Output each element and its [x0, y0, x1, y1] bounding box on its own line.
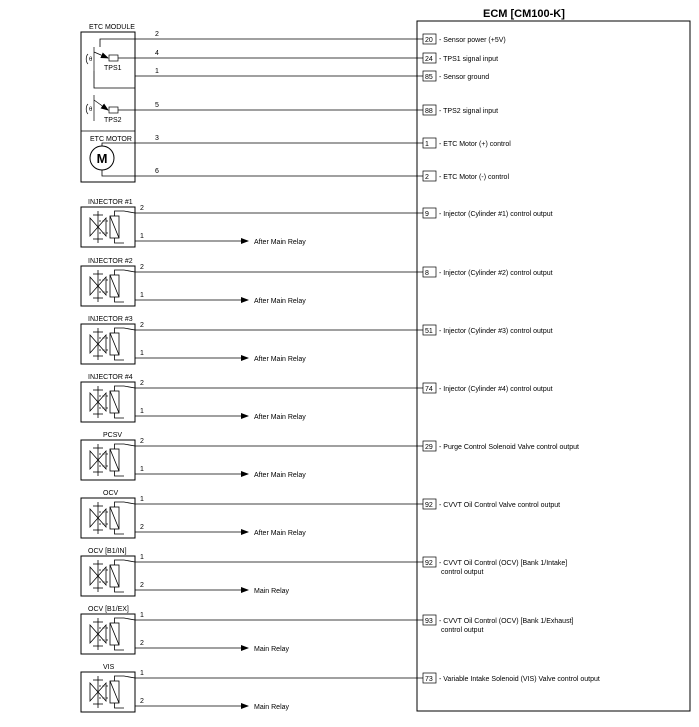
ecm-pin — [423, 105, 436, 115]
ecm-pin-number: 20 — [425, 37, 433, 44]
etc-pin-label: 3 — [155, 135, 159, 142]
etc-pin-label: 2 — [155, 31, 159, 38]
actuator-ecm-pin-label: 2 — [140, 380, 144, 387]
ecm-pin-number: 2 — [425, 174, 429, 181]
actuator-power-pin-label: 1 — [140, 466, 144, 473]
actuator-power-pin-label: 2 — [140, 640, 144, 647]
tps1-label: TPS1 — [104, 65, 122, 72]
ecm-pin-description: - CVVT Oil Control (OCV) [Bank 1/Exhaust] — [439, 618, 574, 625]
ecm-pin — [423, 325, 436, 335]
actuator-ecm-pin-label: 1 — [140, 612, 144, 619]
actuator-label: PCSV — [103, 432, 123, 439]
power-source-label: Main Relay — [254, 704, 290, 711]
ecm-pin-description: - TPS2 signal input — [439, 108, 499, 115]
ecm-pin — [423, 557, 436, 567]
ecm-pin-number: 24 — [425, 56, 433, 63]
etc-pin-label: 1 — [155, 68, 159, 75]
ecm-pin-number: 93 — [425, 618, 433, 625]
power-source-label: After Main Relay — [254, 472, 306, 479]
actuator-power-pin-label: 1 — [140, 292, 144, 299]
actuator-ecm-pin-label: 2 — [140, 322, 144, 329]
ecm-pin-description-line2: control output — [441, 569, 484, 576]
svg-text:M: M — [96, 151, 108, 166]
ecm-pin-number: 88 — [425, 108, 433, 115]
actuator-power-pin-label: 2 — [140, 524, 144, 531]
actuator-label: VIS — [103, 664, 115, 671]
ecm-pin — [423, 673, 436, 683]
actuator-box — [81, 324, 135, 364]
actuator-label: INJECTOR #1 — [88, 199, 133, 206]
ecm-pin-description: - ETC Motor (+) control — [439, 141, 511, 148]
actuator-ecm-pin-label: 1 — [140, 554, 144, 561]
actuator-label: OCV [B1/IN] — [88, 548, 127, 555]
actuator-box — [81, 382, 135, 422]
actuator-box — [81, 440, 135, 480]
ecm-pin — [423, 208, 436, 218]
etc-module-label: ETC MODULE — [89, 24, 135, 31]
actuator-ecm-pin-label: 2 — [140, 205, 144, 212]
power-source-label: After Main Relay — [254, 239, 306, 246]
actuator-power-pin-label: 1 — [140, 408, 144, 415]
actuator-box — [81, 614, 135, 654]
actuator-box — [81, 498, 135, 538]
ecm-pin-description-line2: control output — [441, 627, 484, 634]
ecm-pin — [423, 34, 436, 44]
actuator-label: INJECTOR #2 — [88, 258, 133, 265]
ecm-pin-description: - CVVT Oil Control (OCV) [Bank 1/Intake] — [439, 560, 568, 567]
actuator-power-pin-label: 2 — [140, 698, 144, 705]
ecm-pin-description: - Injector (Cylinder #2) control output — [439, 270, 553, 277]
ecm-pin-number: 51 — [425, 328, 433, 335]
svg-text:θ: θ — [89, 57, 93, 63]
ecm-box — [417, 21, 690, 711]
ecm-pin — [423, 499, 436, 509]
power-source-label: Main Relay — [254, 646, 290, 653]
power-source-label: After Main Relay — [254, 414, 306, 421]
actuator-box — [81, 266, 135, 306]
etc-motor-icon — [90, 146, 114, 170]
actuator-ecm-pin-label: 1 — [140, 670, 144, 677]
ecm-pin-number: 85 — [425, 74, 433, 81]
ecm-pin-number: 9 — [425, 211, 429, 218]
actuator-power-pin-label: 2 — [140, 582, 144, 589]
ecm-pin-description: - Sensor power (+5V) — [439, 37, 506, 44]
ecm-pin — [423, 138, 436, 148]
actuator-label: INJECTOR #4 — [88, 374, 133, 381]
ecm-pin-description: - Purge Control Solenoid Valve control output — [439, 444, 579, 451]
ecm-pin-description: - Sensor ground — [439, 74, 490, 81]
ecm-pin — [423, 71, 436, 81]
ecm-pin-description: - ETC Motor (-) control — [439, 174, 510, 181]
power-source-label: Main Relay — [254, 588, 290, 595]
etc-pin-label: 6 — [155, 168, 159, 175]
ecm-pin — [423, 171, 436, 181]
ecm-pin-description: - Variable Intake Solenoid (VIS) Valve control output — [439, 676, 600, 683]
actuator-label: OCV [B1/EX] — [88, 606, 129, 613]
ecm-pin — [423, 267, 436, 277]
actuator-ecm-pin-label: 2 — [140, 264, 144, 271]
power-source-label: After Main Relay — [254, 356, 306, 363]
actuator-ecm-pin-label: 2 — [140, 438, 144, 445]
ecm-pin — [423, 383, 436, 393]
actuator-label: INJECTOR #3 — [88, 316, 133, 323]
ecm-pin-description: - CVVT Oil Control Valve control output — [439, 502, 561, 509]
ecm-title: ECM [CM100-K] — [483, 8, 565, 20]
actuator-box — [81, 207, 135, 247]
actuator-ecm-pin-label: 1 — [140, 496, 144, 503]
ecm-pin — [423, 53, 436, 63]
ecm-pin-description: - Injector (Cylinder #1) control output — [439, 211, 553, 218]
ecm-pin-description: - TPS1 signal input — [439, 56, 499, 63]
ecm-pin — [423, 615, 436, 625]
ecm-pin-number: 74 — [425, 386, 433, 393]
ecm-pin-number: 29 — [425, 444, 433, 451]
actuator-label: OCV — [103, 490, 119, 497]
ecm-pin — [423, 441, 436, 451]
actuator-power-pin-label: 1 — [140, 233, 144, 240]
actuator-box — [81, 556, 135, 596]
ecm-pin-description: - Injector (Cylinder #4) control output — [439, 386, 553, 393]
svg-text:θ: θ — [89, 107, 93, 113]
ecm-pin-number: 92 — [425, 560, 433, 567]
ecm-pin-number: 73 — [425, 676, 433, 683]
ecm-pin-description: - Injector (Cylinder #3) control output — [439, 328, 553, 335]
ecm-pin-number: 8 — [425, 270, 429, 277]
actuator-box — [81, 672, 135, 712]
ecm-pin-number: 1 — [425, 141, 429, 148]
ecm-pin-number: 92 — [425, 502, 433, 509]
power-source-label: After Main Relay — [254, 530, 306, 537]
actuator-power-pin-label: 1 — [140, 350, 144, 357]
etc-pin-label: 4 — [155, 50, 159, 57]
power-source-label: After Main Relay — [254, 298, 306, 305]
etc-motor-label: ETC MOTOR — [90, 136, 132, 143]
etc-pin-label: 5 — [155, 102, 159, 109]
tps2-label: TPS2 — [104, 117, 122, 124]
